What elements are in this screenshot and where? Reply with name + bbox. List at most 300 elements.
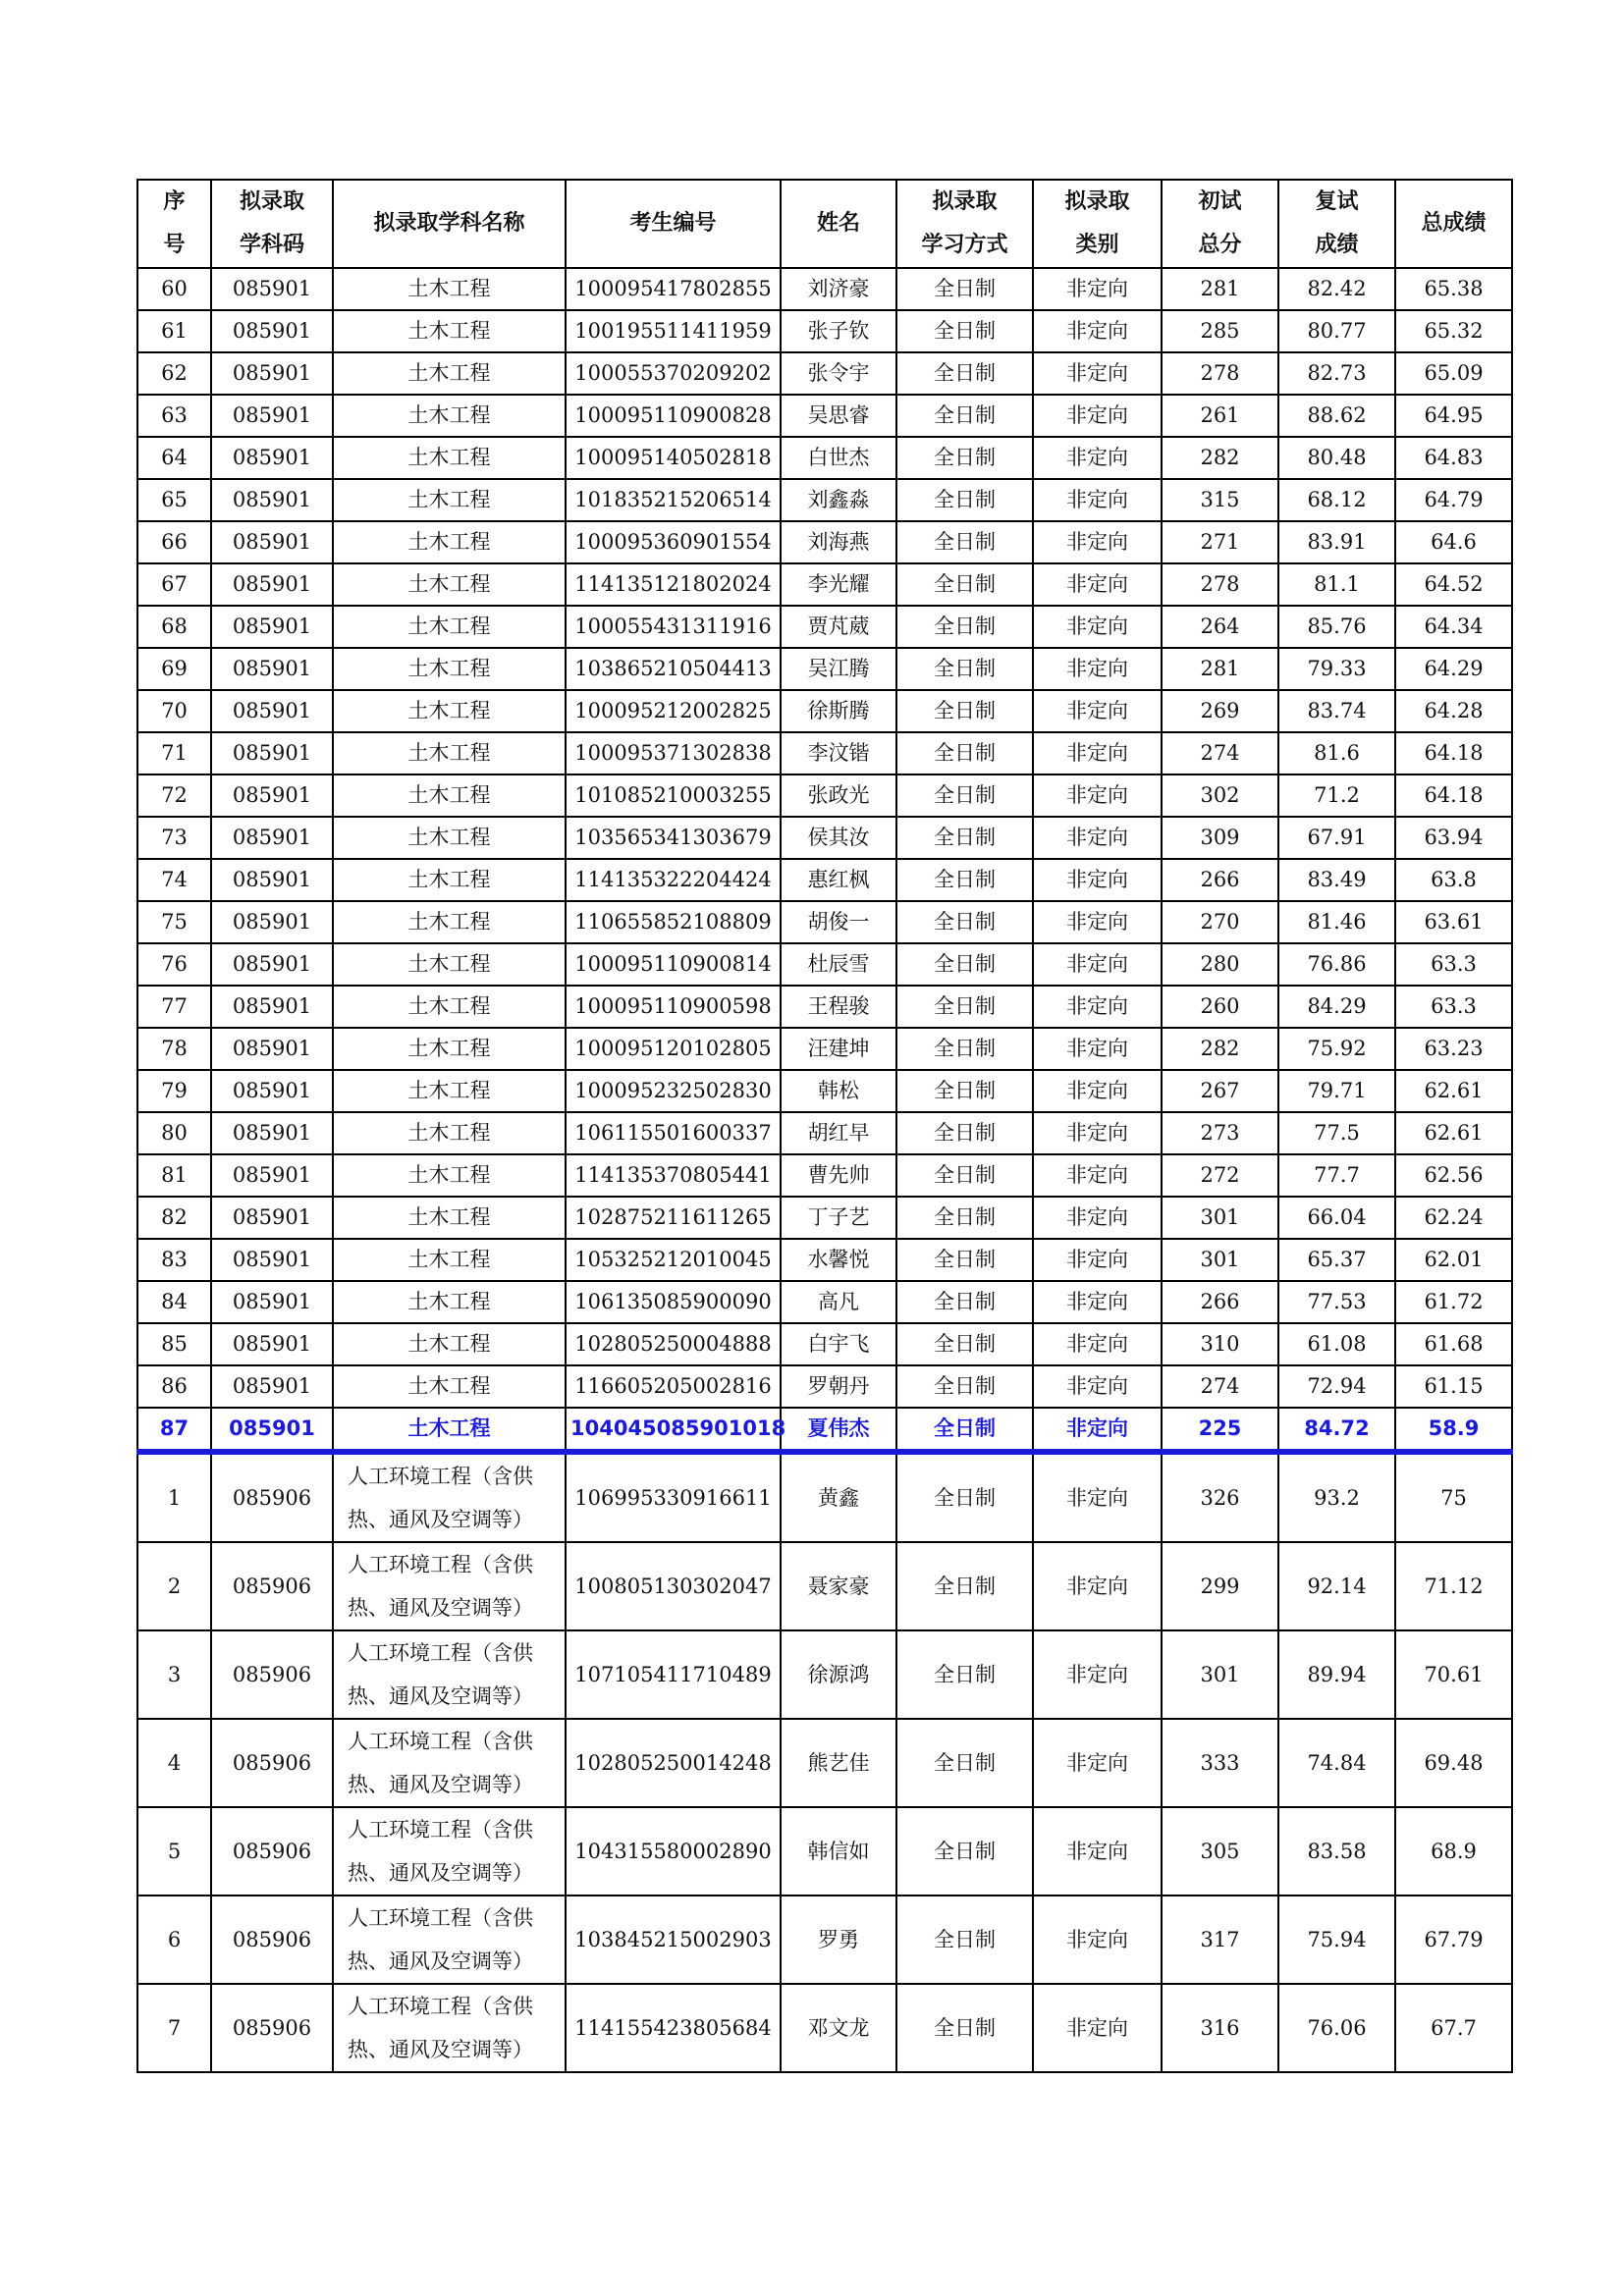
seq-cell: 4 xyxy=(137,1719,211,1807)
category-cell: 非定向 xyxy=(1033,986,1162,1028)
study-mode-cell: 全日制 xyxy=(896,986,1033,1028)
total-score-cell: 61.68 xyxy=(1395,1323,1512,1365)
name-cell: 张政光 xyxy=(781,774,896,817)
initial-score-cell: 281 xyxy=(1162,648,1278,690)
study-mode-cell: 全日制 xyxy=(896,395,1033,437)
table-row xyxy=(137,648,1512,690)
subject-code-cell: 085901 xyxy=(211,859,333,901)
name-cell: 邓文龙 xyxy=(781,1984,896,2072)
table-row xyxy=(137,1896,1512,1984)
header-col-subject-code xyxy=(211,180,333,268)
subject-code-cell: 085901 xyxy=(211,606,333,648)
study-mode-cell: 全日制 xyxy=(896,648,1033,690)
initial-score-cell: 301 xyxy=(1162,1239,1278,1281)
subject-name-cell: 人工环境工程（含供热、通风及空调等） xyxy=(333,1984,566,2072)
initial-score-cell: 260 xyxy=(1162,986,1278,1028)
subject-code-cell: 085901 xyxy=(211,732,333,774)
subject-name-cell: 土木工程 xyxy=(333,1281,566,1323)
category-cell: 非定向 xyxy=(1033,1028,1162,1070)
subject-name-cell: 人工环境工程（含供热、通风及空调等） xyxy=(333,1452,566,1542)
study-mode-cell: 全日制 xyxy=(896,1323,1033,1365)
header-col-study-mode xyxy=(896,180,1033,268)
total-score-cell: 58.9 xyxy=(1395,1408,1512,1452)
seq-cell: 65 xyxy=(137,479,211,521)
seq-cell: 84 xyxy=(137,1281,211,1323)
retest-score-cell: 82.42 xyxy=(1278,268,1395,310)
category-cell: 非定向 xyxy=(1033,1197,1162,1239)
subject-code-cell: 085901 xyxy=(211,352,333,395)
subject-code-cell: 085901 xyxy=(211,1070,333,1112)
admission-table xyxy=(136,179,1513,2073)
total-score-cell: 64.83 xyxy=(1395,437,1512,479)
total-score-cell: 64.34 xyxy=(1395,606,1512,648)
retest-score-cell: 77.53 xyxy=(1278,1281,1395,1323)
seq-cell: 70 xyxy=(137,690,211,732)
study-mode-cell: 全日制 xyxy=(896,1452,1033,1542)
table-row xyxy=(137,1154,1512,1197)
category-cell: 非定向 xyxy=(1033,1452,1162,1542)
subject-code-cell: 085901 xyxy=(211,563,333,606)
seq-cell: 67 xyxy=(137,563,211,606)
subject-code-cell: 085901 xyxy=(211,817,333,859)
table-row xyxy=(137,1630,1512,1719)
seq-cell: 86 xyxy=(137,1365,211,1408)
table-row xyxy=(137,1542,1512,1630)
category-cell: 非定向 xyxy=(1033,1630,1162,1719)
name-cell: 夏伟杰 xyxy=(781,1408,896,1452)
subject-name-cell: 土木工程 xyxy=(333,479,566,521)
seq-cell: 66 xyxy=(137,521,211,563)
name-cell: 杜辰雪 xyxy=(781,943,896,986)
table-row xyxy=(137,901,1512,943)
candidate-id-cell: 100195511411959 xyxy=(566,310,781,352)
initial-score-cell: 281 xyxy=(1162,268,1278,310)
total-score-cell: 70.61 xyxy=(1395,1630,1512,1719)
retest-score-cell: 71.2 xyxy=(1278,774,1395,817)
header-col-candidate-id xyxy=(566,180,781,268)
header-text: 学科码 xyxy=(239,233,304,257)
total-score-cell: 61.72 xyxy=(1395,1281,1512,1323)
name-cell: 徐源鸿 xyxy=(781,1630,896,1719)
candidate-id-cell: 104045085901018 xyxy=(566,1408,781,1452)
candidate-id-cell: 100095110900828 xyxy=(566,395,781,437)
seq-cell: 75 xyxy=(137,901,211,943)
category-cell: 非定向 xyxy=(1033,1984,1162,2072)
seq-cell: 80 xyxy=(137,1112,211,1154)
retest-score-cell: 83.74 xyxy=(1278,690,1395,732)
table-row xyxy=(137,1112,1512,1154)
subject-name-cell: 土木工程 xyxy=(333,352,566,395)
study-mode-cell: 全日制 xyxy=(896,1112,1033,1154)
initial-score-cell: 317 xyxy=(1162,1896,1278,1984)
header-text: 学习方式 xyxy=(921,233,1008,257)
table-row xyxy=(137,563,1512,606)
initial-score-cell: 280 xyxy=(1162,943,1278,986)
subject-name-cell: 土木工程 xyxy=(333,690,566,732)
table-row xyxy=(137,943,1512,986)
initial-score-cell: 285 xyxy=(1162,310,1278,352)
total-score-cell: 64.95 xyxy=(1395,395,1512,437)
candidate-id-cell: 106995330916611 xyxy=(566,1452,781,1542)
header-col-initial-score xyxy=(1162,180,1278,268)
study-mode-cell: 全日制 xyxy=(896,563,1033,606)
study-mode-cell: 全日制 xyxy=(896,901,1033,943)
subject-code-cell: 085901 xyxy=(211,1112,333,1154)
name-cell: 李光耀 xyxy=(781,563,896,606)
candidate-id-cell: 100095212002825 xyxy=(566,690,781,732)
initial-score-cell: 299 xyxy=(1162,1542,1278,1630)
study-mode-cell: 全日制 xyxy=(896,352,1033,395)
name-cell: 黄鑫 xyxy=(781,1452,896,1542)
total-score-cell: 67.79 xyxy=(1395,1896,1512,1984)
retest-score-cell: 82.73 xyxy=(1278,352,1395,395)
candidate-id-cell: 107105411710489 xyxy=(566,1630,781,1719)
category-cell: 非定向 xyxy=(1033,1896,1162,1984)
table-row xyxy=(137,1323,1512,1365)
subject-name-cell: 土木工程 xyxy=(333,774,566,817)
total-score-cell: 62.61 xyxy=(1395,1112,1512,1154)
category-cell: 非定向 xyxy=(1033,690,1162,732)
header-text: 类别 xyxy=(1075,233,1119,257)
name-cell: 徐斯腾 xyxy=(781,690,896,732)
study-mode-cell: 全日制 xyxy=(896,1154,1033,1197)
subject-code-cell: 085901 xyxy=(211,1408,333,1452)
total-score-cell: 65.09 xyxy=(1395,352,1512,395)
seq-cell: 79 xyxy=(137,1070,211,1112)
table-row xyxy=(137,1807,1512,1896)
retest-score-cell: 88.62 xyxy=(1278,395,1395,437)
seq-cell: 64 xyxy=(137,437,211,479)
subject-code-cell: 085901 xyxy=(211,521,333,563)
subject-name-cell: 土木工程 xyxy=(333,859,566,901)
seq-cell: 2 xyxy=(137,1542,211,1630)
total-score-cell: 64.79 xyxy=(1395,479,1512,521)
study-mode-cell: 全日制 xyxy=(896,1984,1033,2072)
candidate-id-cell: 103845215002903 xyxy=(566,1896,781,1984)
category-cell: 非定向 xyxy=(1033,648,1162,690)
subject-name-cell: 人工环境工程（含供热、通风及空调等） xyxy=(333,1542,566,1630)
study-mode-cell: 全日制 xyxy=(896,1719,1033,1807)
header-text: 姓名 xyxy=(816,211,860,236)
subject-name-cell: 土木工程 xyxy=(333,901,566,943)
retest-score-cell: 65.37 xyxy=(1278,1239,1395,1281)
initial-score-cell: 282 xyxy=(1162,437,1278,479)
initial-score-cell: 310 xyxy=(1162,1323,1278,1365)
table-row xyxy=(137,1719,1512,1807)
initial-score-cell: 278 xyxy=(1162,352,1278,395)
name-cell: 韩松 xyxy=(781,1070,896,1112)
retest-score-cell: 83.49 xyxy=(1278,859,1395,901)
name-cell: 罗朝丹 xyxy=(781,1365,896,1408)
candidate-id-cell: 114135370805441 xyxy=(566,1154,781,1197)
study-mode-cell: 全日制 xyxy=(896,1408,1033,1452)
retest-score-cell: 92.14 xyxy=(1278,1542,1395,1630)
candidate-id-cell: 104315580002890 xyxy=(566,1807,781,1896)
study-mode-cell: 全日制 xyxy=(896,521,1033,563)
category-cell: 非定向 xyxy=(1033,943,1162,986)
initial-score-cell: 315 xyxy=(1162,479,1278,521)
total-score-cell: 62.24 xyxy=(1395,1197,1512,1239)
subject-code-cell: 085901 xyxy=(211,310,333,352)
total-score-cell: 61.15 xyxy=(1395,1365,1512,1408)
candidate-id-cell: 100805130302047 xyxy=(566,1542,781,1630)
subject-name-cell: 土木工程 xyxy=(333,648,566,690)
subject-code-cell: 085901 xyxy=(211,268,333,310)
initial-score-cell: 261 xyxy=(1162,395,1278,437)
table-row xyxy=(137,1281,1512,1323)
candidate-id-cell: 102805250004888 xyxy=(566,1323,781,1365)
seq-cell: 62 xyxy=(137,352,211,395)
category-cell: 非定向 xyxy=(1033,563,1162,606)
name-cell: 李汶锴 xyxy=(781,732,896,774)
seq-cell: 63 xyxy=(137,395,211,437)
seq-cell: 3 xyxy=(137,1630,211,1719)
initial-score-cell: 333 xyxy=(1162,1719,1278,1807)
name-cell: 汪建坤 xyxy=(781,1028,896,1070)
total-score-cell: 71.12 xyxy=(1395,1542,1512,1630)
subject-code-cell: 085906 xyxy=(211,1719,333,1807)
study-mode-cell: 全日制 xyxy=(896,1365,1033,1408)
seq-cell: 73 xyxy=(137,817,211,859)
initial-score-cell: 264 xyxy=(1162,606,1278,648)
category-cell: 非定向 xyxy=(1033,437,1162,479)
table-row xyxy=(137,986,1512,1028)
header-text: 序 xyxy=(163,189,186,214)
table-row xyxy=(137,1452,1512,1542)
subject-name-cell: 土木工程 xyxy=(333,1154,566,1197)
subject-name-cell: 土木工程 xyxy=(333,310,566,352)
subject-name-cell: 人工环境工程（含供热、通风及空调等） xyxy=(333,1896,566,1984)
retest-score-cell: 85.76 xyxy=(1278,606,1395,648)
subject-name-cell: 人工环境工程（含供热、通风及空调等） xyxy=(333,1719,566,1807)
subject-code-cell: 085906 xyxy=(211,1630,333,1719)
header-text: 拟录取 xyxy=(1064,189,1130,214)
subject-name-cell: 土木工程 xyxy=(333,1408,566,1452)
total-score-cell: 62.56 xyxy=(1395,1154,1512,1197)
initial-score-cell: 326 xyxy=(1162,1452,1278,1542)
seq-cell: 82 xyxy=(137,1197,211,1239)
study-mode-cell: 全日制 xyxy=(896,437,1033,479)
name-cell: 张令宇 xyxy=(781,352,896,395)
table-row xyxy=(137,310,1512,352)
candidate-id-cell: 114155423805684 xyxy=(566,1984,781,2072)
header-col-seq xyxy=(137,180,211,268)
retest-score-cell: 79.33 xyxy=(1278,648,1395,690)
study-mode-cell: 全日制 xyxy=(896,1630,1033,1719)
subject-name-cell: 土木工程 xyxy=(333,1239,566,1281)
total-score-cell: 63.94 xyxy=(1395,817,1512,859)
retest-score-cell: 83.91 xyxy=(1278,521,1395,563)
seq-cell: 76 xyxy=(137,943,211,986)
initial-score-cell: 267 xyxy=(1162,1070,1278,1112)
subject-code-cell: 085901 xyxy=(211,648,333,690)
seq-cell: 6 xyxy=(137,1896,211,1984)
total-score-cell: 62.61 xyxy=(1395,1070,1512,1112)
total-score-cell: 64.18 xyxy=(1395,774,1512,817)
header-col-subject-name xyxy=(333,180,566,268)
candidate-id-cell: 100055370209202 xyxy=(566,352,781,395)
header-text: 初试 xyxy=(1198,189,1242,214)
initial-score-cell: 266 xyxy=(1162,859,1278,901)
total-score-cell: 67.7 xyxy=(1395,1984,1512,2072)
candidate-id-cell: 114135322204424 xyxy=(566,859,781,901)
category-cell: 非定向 xyxy=(1033,606,1162,648)
seq-cell: 78 xyxy=(137,1028,211,1070)
candidate-id-cell: 103865210504413 xyxy=(566,648,781,690)
category-cell: 非定向 xyxy=(1033,1542,1162,1630)
subject-code-cell: 085906 xyxy=(211,1896,333,1984)
seq-cell: 74 xyxy=(137,859,211,901)
table-row xyxy=(137,1028,1512,1070)
total-score-cell: 65.38 xyxy=(1395,268,1512,310)
total-score-cell: 63.23 xyxy=(1395,1028,1512,1070)
subject-name-cell: 土木工程 xyxy=(333,817,566,859)
initial-score-cell: 266 xyxy=(1162,1281,1278,1323)
seq-cell: 7 xyxy=(137,1984,211,2072)
candidate-id-cell: 102805250014248 xyxy=(566,1719,781,1807)
retest-score-cell: 76.86 xyxy=(1278,943,1395,986)
subject-name-cell: 土木工程 xyxy=(333,1028,566,1070)
initial-score-cell: 269 xyxy=(1162,690,1278,732)
seq-cell: 85 xyxy=(137,1323,211,1365)
subject-name-cell: 人工环境工程（含供热、通风及空调等） xyxy=(333,1630,566,1719)
category-cell: 非定向 xyxy=(1033,817,1162,859)
study-mode-cell: 全日制 xyxy=(896,1197,1033,1239)
candidate-id-cell: 100095110900814 xyxy=(566,943,781,986)
table-row xyxy=(137,606,1512,648)
subject-code-cell: 085901 xyxy=(211,943,333,986)
subject-name-cell: 土木工程 xyxy=(333,943,566,986)
name-cell: 侯其汝 xyxy=(781,817,896,859)
total-score-cell: 64.6 xyxy=(1395,521,1512,563)
subject-code-cell: 085906 xyxy=(211,1984,333,2072)
retest-score-cell: 79.71 xyxy=(1278,1070,1395,1112)
candidate-id-cell: 106135085900090 xyxy=(566,1281,781,1323)
candidate-id-cell: 101085210003255 xyxy=(566,774,781,817)
subject-name-cell: 土木工程 xyxy=(333,986,566,1028)
seq-cell: 87 xyxy=(137,1408,211,1452)
category-cell: 非定向 xyxy=(1033,1807,1162,1896)
candidate-id-cell: 100095371302838 xyxy=(566,732,781,774)
study-mode-cell: 全日制 xyxy=(896,732,1033,774)
subject-code-cell: 085901 xyxy=(211,774,333,817)
seq-cell: 77 xyxy=(137,986,211,1028)
initial-score-cell: 302 xyxy=(1162,774,1278,817)
table-row xyxy=(137,859,1512,901)
seq-cell: 69 xyxy=(137,648,211,690)
subject-name-cell: 人工环境工程（含供热、通风及空调等） xyxy=(333,1807,566,1896)
seq-cell: 71 xyxy=(137,732,211,774)
retest-score-cell: 84.72 xyxy=(1278,1408,1395,1452)
seq-cell: 61 xyxy=(137,310,211,352)
candidate-id-cell: 100095360901554 xyxy=(566,521,781,563)
candidate-id-cell: 100095417802855 xyxy=(566,268,781,310)
study-mode-cell: 全日制 xyxy=(896,1896,1033,1984)
subject-code-cell: 085901 xyxy=(211,986,333,1028)
table-row xyxy=(137,1365,1512,1408)
candidate-id-cell: 100095110900598 xyxy=(566,986,781,1028)
table-row xyxy=(137,268,1512,310)
name-cell: 吴江腾 xyxy=(781,648,896,690)
subject-code-cell: 085901 xyxy=(211,1281,333,1323)
study-mode-cell: 全日制 xyxy=(896,690,1033,732)
name-cell: 白宇飞 xyxy=(781,1323,896,1365)
header-text: 总分 xyxy=(1198,233,1242,257)
initial-score-cell: 271 xyxy=(1162,521,1278,563)
subject-code-cell: 085901 xyxy=(211,1197,333,1239)
table-row xyxy=(137,352,1512,395)
name-cell: 罗勇 xyxy=(781,1896,896,1984)
study-mode-cell: 全日制 xyxy=(896,859,1033,901)
table-row xyxy=(137,395,1512,437)
study-mode-cell: 全日制 xyxy=(896,817,1033,859)
category-cell: 非定向 xyxy=(1033,901,1162,943)
header-text: 拟录取 xyxy=(932,189,998,214)
retest-score-cell: 75.94 xyxy=(1278,1896,1395,1984)
name-cell: 张子钦 xyxy=(781,310,896,352)
header-text: 成绩 xyxy=(1315,233,1359,257)
table-row xyxy=(137,774,1512,817)
header-text: 考生编号 xyxy=(629,211,717,236)
category-cell: 非定向 xyxy=(1033,774,1162,817)
name-cell: 王程骏 xyxy=(781,986,896,1028)
name-cell: 胡俊一 xyxy=(781,901,896,943)
header-col-category xyxy=(1033,180,1162,268)
category-cell: 非定向 xyxy=(1033,521,1162,563)
study-mode-cell: 全日制 xyxy=(896,774,1033,817)
category-cell: 非定向 xyxy=(1033,859,1162,901)
category-cell: 非定向 xyxy=(1033,268,1162,310)
header-col-total-score xyxy=(1395,180,1512,268)
header-col-name xyxy=(781,180,896,268)
seq-cell: 60 xyxy=(137,268,211,310)
retest-score-cell: 66.04 xyxy=(1278,1197,1395,1239)
retest-score-cell: 77.7 xyxy=(1278,1154,1395,1197)
subject-name-cell: 土木工程 xyxy=(333,437,566,479)
study-mode-cell: 全日制 xyxy=(896,606,1033,648)
total-score-cell: 63.8 xyxy=(1395,859,1512,901)
study-mode-cell: 全日制 xyxy=(896,479,1033,521)
name-cell: 惠红枫 xyxy=(781,859,896,901)
category-cell: 非定向 xyxy=(1033,1323,1162,1365)
total-score-cell: 75 xyxy=(1395,1452,1512,1542)
initial-score-cell: 274 xyxy=(1162,1365,1278,1408)
total-score-cell: 64.52 xyxy=(1395,563,1512,606)
table-row xyxy=(137,732,1512,774)
subject-name-cell: 土木工程 xyxy=(333,1323,566,1365)
seq-cell: 68 xyxy=(137,606,211,648)
name-cell: 水馨悦 xyxy=(781,1239,896,1281)
initial-score-cell: 272 xyxy=(1162,1154,1278,1197)
name-cell: 曹先帅 xyxy=(781,1154,896,1197)
study-mode-cell: 全日制 xyxy=(896,1028,1033,1070)
initial-score-cell: 278 xyxy=(1162,563,1278,606)
seq-cell: 1 xyxy=(137,1452,211,1542)
subject-name-cell: 土木工程 xyxy=(333,395,566,437)
candidate-id-cell: 116605205002816 xyxy=(566,1365,781,1408)
subject-code-cell: 085901 xyxy=(211,1239,333,1281)
candidate-id-cell: 102875211611265 xyxy=(566,1197,781,1239)
retest-score-cell: 75.92 xyxy=(1278,1028,1395,1070)
total-score-cell: 63.61 xyxy=(1395,901,1512,943)
initial-score-cell: 305 xyxy=(1162,1807,1278,1896)
retest-score-cell: 74.84 xyxy=(1278,1719,1395,1807)
category-cell: 非定向 xyxy=(1033,1281,1162,1323)
candidate-id-cell: 110655852108809 xyxy=(566,901,781,943)
initial-score-cell: 301 xyxy=(1162,1197,1278,1239)
subject-name-cell: 土木工程 xyxy=(333,1365,566,1408)
candidate-id-cell: 101835215206514 xyxy=(566,479,781,521)
